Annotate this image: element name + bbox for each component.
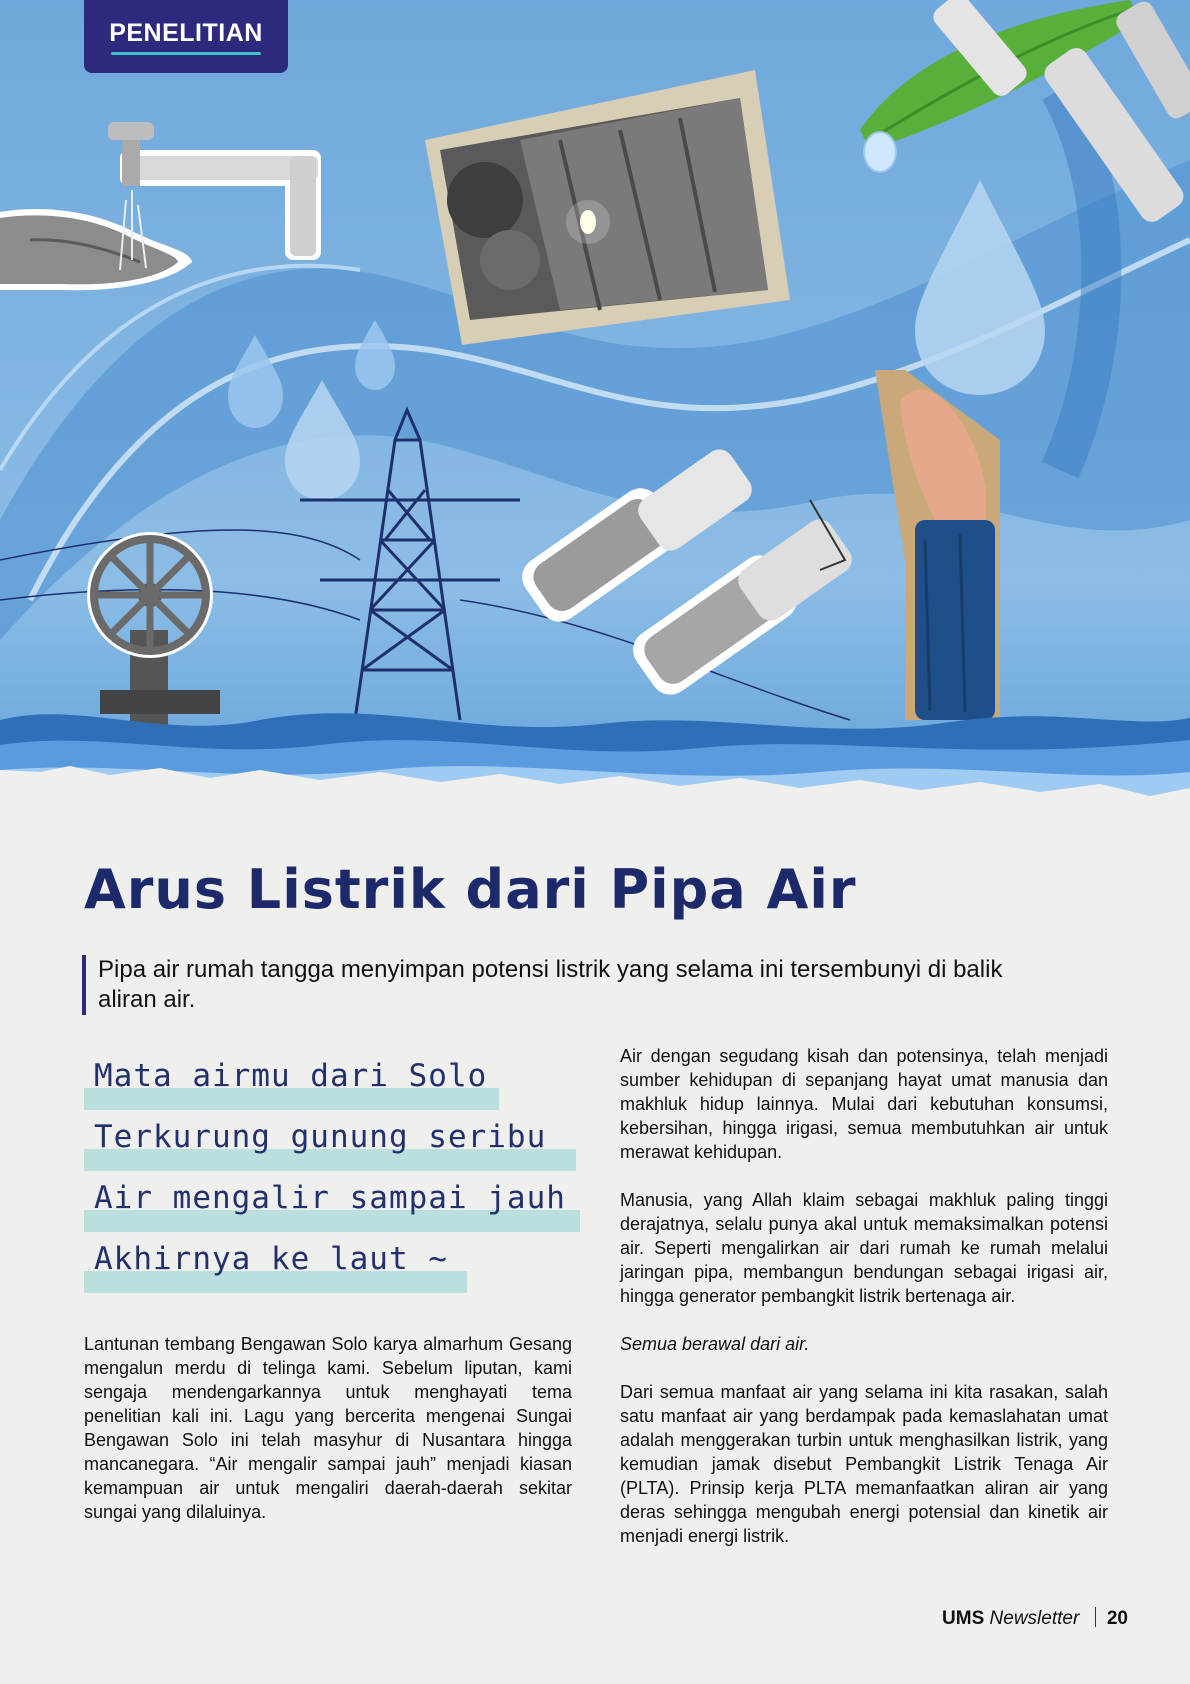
lyric-line	[84, 1241, 584, 1302]
hero-collage	[0, 0, 1190, 830]
body-paragraph: Air dengan segudang kisah dan potensinya, telah menjadi sumber kehidupan di sepanjang hayat umat manusia dan makhluk hidup lainnya. Mulai dari kebutuhan konsumsi, kebersihan, hingga irigasi, semua membutuhkan air untuk merawat kehidupan.	[620, 1046, 1108, 1162]
body-paragraph: Dari semua manfaat air yang selama ini kita rasakan, salah satu manfaat air yang berdampak pada kemaslahatan umat adalah menggerakan turbin untuk menghasilkan listrik, yang kemudian jamak disebut Pembangkit Listrik Tenaga Air (PLTA). Prinsip kerja PLTA memanfaatkan aliran air yang deras sehingga mengubah energi potensial dan kinetik air menjadi energi listrik.	[620, 1382, 1108, 1546]
article-lead: Pipa air rumah tangga menyimpan potensi listrik yang selama ini tersembunyi di balik aliran air.	[82, 955, 1038, 1015]
lyric-text: Air mengalir sampai jauh	[94, 1180, 566, 1216]
lyric-text: Terkurung gunung seribu	[94, 1119, 547, 1155]
section-tag-underline	[111, 52, 261, 55]
footer-divider	[1095, 1607, 1096, 1627]
left-column	[84, 1332, 572, 1548]
right-column	[620, 1044, 1108, 1572]
lyric-line	[84, 1119, 584, 1180]
body-paragraph: Lantunan tembang Bengawan Solo karya almarhum Gesang mengalun merdu di telinga kami. Sebelum liputan, kami sengaja mendengarkannya untuk menghayati tema penelitian kali ini. Lagu yang bercerita mengenai Sungai Bengawan Solo ini telah masyhur di Nusantara hingga mancanegara. “Air mengalir sampai jauh” menjadi kiasan kemampuan air untuk mengaliri daerah-daerah sekitar sungai yang dilaluinya.	[84, 1334, 572, 1522]
section-tag-label: PENELITIAN	[109, 18, 263, 47]
lyric-text: Akhirnya ke laut ~	[94, 1241, 448, 1277]
body-paragraph-italic: Semua berawal dari air.	[620, 1334, 810, 1354]
faucet-hands-image	[0, 122, 321, 290]
footer-brand: UMS	[942, 1608, 985, 1629]
lyric-line	[84, 1180, 584, 1241]
valve-wheel-image	[92, 537, 220, 740]
lamp-photo-image	[425, 70, 790, 345]
lyric-text: Mata airmu dari Solo	[94, 1058, 488, 1094]
footer-newsletter: Newsletter	[989, 1608, 1080, 1629]
body-paragraph: Manusia, yang Allah klaim sebagai makhluk paling tinggi derajatnya, selalu punya akal untuk memaksimalkan potensi air. Seperti mengalirkan air dari rumah ke rumah melalui jaringan pipa, membangun bendungan sebagai irigasi air, hingga generator pembangkit listrik bertenaga air.	[620, 1190, 1108, 1306]
collage-illustration	[0, 0, 1190, 830]
water-drop-icon	[915, 180, 1045, 395]
song-lyrics	[84, 1058, 584, 1302]
article-title: Arus Listrik dari Pipa Air	[84, 858, 857, 921]
lyric-line	[84, 1058, 584, 1119]
page-number: 20	[1106, 1608, 1128, 1629]
page-footer	[942, 1607, 1128, 1630]
section-tag	[84, 0, 288, 73]
